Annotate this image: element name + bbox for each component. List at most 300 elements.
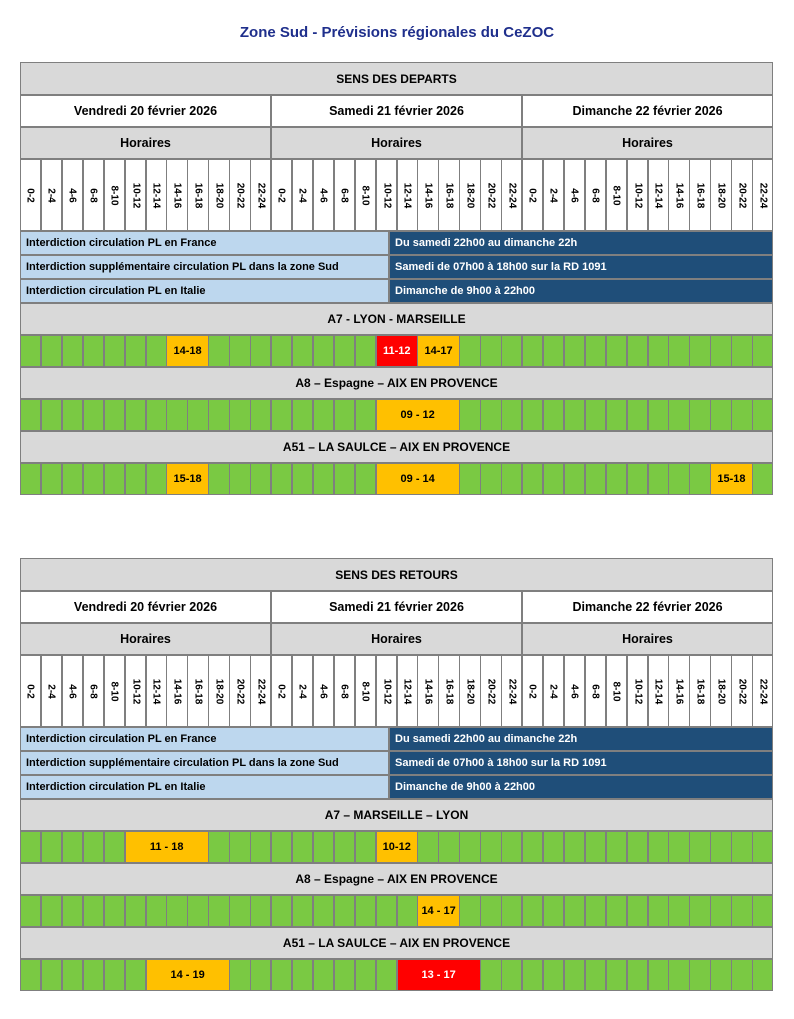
- time-slot-text: 10-12: [380, 678, 392, 704]
- days-row: [20, 95, 773, 127]
- traffic-cell-fluide: [376, 895, 397, 927]
- time-slot-label: [606, 655, 627, 727]
- traffic-cell-fluide: [752, 335, 773, 367]
- time-slot-text: 18-20: [715, 678, 727, 704]
- traffic-cell-fluide: [689, 959, 710, 991]
- traffic-cell-fluide: [689, 399, 710, 431]
- traffic-cell-fluide: [292, 959, 313, 991]
- traffic-cell-fluide: [585, 959, 606, 991]
- traffic-cell-fluide: [627, 399, 648, 431]
- time-slot-label: [627, 159, 648, 231]
- traffic-segment-difficile: 14 - 17: [417, 895, 459, 927]
- traffic-cell-fluide: [648, 831, 669, 863]
- traffic-bar-row: [20, 463, 773, 495]
- traffic-bar-row: [20, 399, 773, 431]
- traffic-cell-fluide: [62, 895, 83, 927]
- section-header-row: [20, 558, 773, 591]
- traffic-cell-fluide: [20, 895, 41, 927]
- time-slot-label: [166, 655, 187, 727]
- time-slot-label: [292, 159, 313, 231]
- traffic-cell-fluide: [41, 335, 62, 367]
- time-slot-label: [522, 159, 543, 231]
- time-slot-label: [208, 655, 229, 727]
- time-slot-label: [585, 655, 606, 727]
- traffic-cell-fluide: [522, 463, 543, 495]
- time-slot-label: [606, 159, 627, 231]
- traffic-cell-fluide: [585, 335, 606, 367]
- traffic-segment-difficile: 09 - 14: [376, 463, 460, 495]
- day-header: Vendredi 20 février 2026: [20, 591, 271, 623]
- traffic-cell-fluide: [710, 335, 731, 367]
- traffic-cell-fluide: [543, 895, 564, 927]
- time-slot-text: 14-16: [171, 678, 183, 704]
- time-slot-label: [710, 655, 731, 727]
- time-slot-text: 14-16: [422, 182, 434, 208]
- traffic-cell-fluide: [752, 463, 773, 495]
- time-slot-label: [62, 655, 83, 727]
- time-slot-label: [543, 655, 564, 727]
- restriction-label: Interdiction circulation PL en France: [20, 231, 389, 255]
- time-slot-label: [627, 655, 648, 727]
- traffic-cell-fluide: [83, 399, 104, 431]
- route-name: A7 - LYON - MARSEILLE: [20, 303, 773, 335]
- restriction-detail: Samedi de 07h00 à 18h00 sur la RD 1091: [389, 751, 773, 775]
- time-slot-label: [104, 655, 125, 727]
- time-slot-text: 6-8: [87, 683, 99, 699]
- traffic-cell-fluide: [564, 959, 585, 991]
- traffic-cell-fluide: [104, 335, 125, 367]
- time-slot-label: [355, 159, 376, 231]
- traffic-cell-fluide: [564, 335, 585, 367]
- route-name-row: [20, 303, 773, 335]
- time-slot-label: [480, 159, 501, 231]
- time-slot-text: 8-10: [359, 184, 371, 206]
- time-slot-text: 4-6: [318, 683, 330, 699]
- traffic-cell-fluide: [627, 895, 648, 927]
- traffic-cell-fluide: [62, 959, 83, 991]
- traffic-cell-fluide: [731, 831, 752, 863]
- traffic-cell-fluide: [313, 895, 334, 927]
- route-name-row: [20, 799, 773, 831]
- day-header: Dimanche 22 février 2026: [522, 591, 773, 623]
- time-slot-label: [355, 655, 376, 727]
- traffic-cell-fluide: [459, 399, 480, 431]
- time-slot-text: 0-2: [527, 683, 539, 699]
- time-slots-row: [20, 655, 773, 727]
- traffic-segment-tres-difficile: 13 - 17: [397, 959, 481, 991]
- traffic-cell-fluide: [146, 895, 167, 927]
- restriction-label: Interdiction supplémentaire circulation PL dans la zone Sud: [20, 751, 389, 775]
- traffic-cell-fluide: [250, 831, 271, 863]
- traffic-cell-fluide: [104, 895, 125, 927]
- traffic-cell-fluide: [606, 831, 627, 863]
- time-slot-text: 16-18: [443, 678, 455, 704]
- time-slot-label: [752, 655, 773, 727]
- traffic-cell-fluide: [41, 399, 62, 431]
- restriction-label: Interdiction circulation PL en France: [20, 727, 389, 751]
- traffic-cell-fluide: [334, 399, 355, 431]
- traffic-cell-fluide: [543, 399, 564, 431]
- time-slot-label: [104, 159, 125, 231]
- time-slot-text: 20-22: [234, 678, 246, 704]
- time-slot-text: 12-14: [150, 678, 162, 704]
- time-slot-text: 6-8: [338, 683, 350, 699]
- traffic-cell-fluide: [334, 831, 355, 863]
- traffic-cell-fluide: [104, 959, 125, 991]
- time-slot-label: [376, 655, 397, 727]
- traffic-cell-fluide: [292, 895, 313, 927]
- section-heading: SENS DES RETOURS: [20, 558, 773, 591]
- traffic-cell-fluide: [20, 399, 41, 431]
- time-slot-text: 20-22: [485, 182, 497, 208]
- time-slot-text: 12-14: [652, 182, 664, 208]
- time-slot-text: 2-4: [548, 187, 560, 203]
- time-slot-label: [146, 159, 167, 231]
- traffic-bar-row: [20, 959, 773, 991]
- time-slot-label: [417, 655, 438, 727]
- time-slot-label: [62, 159, 83, 231]
- time-slot-text: 2-4: [297, 187, 309, 203]
- traffic-cell-fluide: [313, 959, 334, 991]
- traffic-cell-fluide: [355, 895, 376, 927]
- time-slot-text: 8-10: [610, 680, 622, 702]
- time-slot-label: [271, 159, 292, 231]
- restriction-row: [20, 727, 773, 751]
- traffic-cell-fluide: [83, 463, 104, 495]
- traffic-cell-fluide: [250, 895, 271, 927]
- horaires-label: Horaires: [271, 127, 522, 159]
- traffic-cell-fluide: [166, 895, 187, 927]
- time-slot-text: 10-12: [631, 182, 643, 208]
- traffic-cell-fluide: [606, 335, 627, 367]
- time-slot-label: [250, 655, 271, 727]
- traffic-cell-fluide: [543, 959, 564, 991]
- traffic-cell-fluide: [459, 335, 480, 367]
- traffic-cell-fluide: [543, 463, 564, 495]
- time-slot-label: [710, 159, 731, 231]
- time-slot-label: [648, 159, 669, 231]
- traffic-cell-fluide: [334, 895, 355, 927]
- time-slot-text: 14-16: [171, 182, 183, 208]
- time-slot-text: 0-2: [527, 187, 539, 203]
- time-slot-text: 16-18: [192, 182, 204, 208]
- time-slot-text: 0-2: [25, 187, 37, 203]
- time-slot-label: [187, 159, 208, 231]
- time-slot-label: [313, 159, 334, 231]
- restriction-label: Interdiction circulation PL en Italie: [20, 279, 389, 303]
- route-name: A8 – Espagne – AIX EN PROVENCE: [20, 863, 773, 895]
- time-slot-text: 8-10: [108, 184, 120, 206]
- traffic-cell-fluide: [522, 335, 543, 367]
- traffic-cell-fluide: [166, 399, 187, 431]
- traffic-cell-fluide: [731, 335, 752, 367]
- time-slot-text: 2-4: [46, 683, 58, 699]
- time-slot-label: [438, 159, 459, 231]
- route-name: A51 – LA SAULCE – AIX EN PROVENCE: [20, 927, 773, 959]
- traffic-cell-fluide: [208, 895, 229, 927]
- traffic-cell-fluide: [271, 463, 292, 495]
- time-slot-label: [397, 655, 418, 727]
- restriction-row: [20, 775, 773, 799]
- traffic-cell-fluide: [292, 399, 313, 431]
- traffic-cell-fluide: [41, 959, 62, 991]
- time-slot-text: 18-20: [213, 678, 225, 704]
- traffic-segment-tres-difficile: 11-12: [376, 335, 418, 367]
- traffic-cell-fluide: [229, 335, 250, 367]
- traffic-cell-fluide: [125, 895, 146, 927]
- traffic-cell-fluide: [501, 831, 522, 863]
- time-slot-text: 12-14: [150, 182, 162, 208]
- traffic-cell-fluide: [585, 399, 606, 431]
- time-slot-text: 12-14: [401, 182, 413, 208]
- traffic-cell-fluide: [752, 959, 773, 991]
- traffic-cell-fluide: [752, 831, 773, 863]
- time-slot-text: 14-16: [673, 678, 685, 704]
- traffic-cell-fluide: [292, 463, 313, 495]
- traffic-cell-fluide: [62, 463, 83, 495]
- traffic-cell-fluide: [543, 831, 564, 863]
- time-slot-label: [376, 159, 397, 231]
- route-name-row: [20, 367, 773, 399]
- time-slot-text: 10-12: [631, 678, 643, 704]
- time-slot-text: 22-24: [255, 182, 267, 208]
- time-slot-text: 10-12: [380, 182, 392, 208]
- time-slot-label: [334, 159, 355, 231]
- traffic-cell-fluide: [208, 831, 229, 863]
- traffic-cell-fluide: [355, 463, 376, 495]
- traffic-cell-fluide: [501, 335, 522, 367]
- traffic-cell-fluide: [689, 895, 710, 927]
- restriction-row: [20, 255, 773, 279]
- traffic-cell-fluide: [501, 399, 522, 431]
- time-slot-text: 16-18: [443, 182, 455, 208]
- traffic-cell-fluide: [271, 335, 292, 367]
- traffic-cell-fluide: [752, 895, 773, 927]
- traffic-cell-fluide: [250, 399, 271, 431]
- route-name: A8 – Espagne – AIX EN PROVENCE: [20, 367, 773, 399]
- traffic-cell-fluide: [480, 959, 501, 991]
- traffic-cell-fluide: [564, 463, 585, 495]
- traffic-cell-fluide: [125, 463, 146, 495]
- traffic-cell-fluide: [397, 895, 418, 927]
- traffic-cell-fluide: [459, 895, 480, 927]
- time-slot-text: 18-20: [464, 678, 476, 704]
- time-slot-text: 22-24: [757, 678, 769, 704]
- time-slot-label: [229, 159, 250, 231]
- traffic-cell-fluide: [83, 335, 104, 367]
- time-slot-label: [731, 655, 752, 727]
- traffic-cell-fluide: [564, 895, 585, 927]
- traffic-segment-difficile: 11 - 18: [125, 831, 209, 863]
- time-slot-text: 20-22: [234, 182, 246, 208]
- traffic-cell-fluide: [522, 831, 543, 863]
- traffic-segment-difficile: 14-17: [417, 335, 459, 367]
- traffic-cell-fluide: [20, 831, 41, 863]
- traffic-cell-fluide: [104, 463, 125, 495]
- restriction-row: [20, 279, 773, 303]
- time-slot-label: [585, 159, 606, 231]
- time-slot-text: 4-6: [569, 683, 581, 699]
- time-slot-label: [459, 159, 480, 231]
- traffic-cell-fluide: [689, 335, 710, 367]
- traffic-cell-fluide: [668, 399, 689, 431]
- traffic-cell-fluide: [459, 831, 480, 863]
- traffic-cell-fluide: [355, 335, 376, 367]
- traffic-cell-fluide: [689, 463, 710, 495]
- horaires-label: Horaires: [271, 623, 522, 655]
- time-slot-label: [543, 159, 564, 231]
- traffic-cell-fluide: [229, 959, 250, 991]
- traffic-cell-fluide: [480, 831, 501, 863]
- horaires-label: Horaires: [20, 127, 271, 159]
- section-heading: SENS DES DEPARTS: [20, 62, 773, 95]
- time-slot-text: 20-22: [736, 182, 748, 208]
- traffic-cell-fluide: [313, 399, 334, 431]
- traffic-cell-fluide: [417, 831, 438, 863]
- traffic-cell-fluide: [62, 399, 83, 431]
- day-header: Samedi 21 février 2026: [271, 95, 522, 127]
- restriction-detail: Du samedi 22h00 au dimanche 22h: [389, 727, 773, 751]
- time-slot-text: 22-24: [506, 678, 518, 704]
- restriction-row: [20, 751, 773, 775]
- traffic-cell-fluide: [668, 895, 689, 927]
- traffic-cell-fluide: [585, 895, 606, 927]
- traffic-cell-fluide: [564, 831, 585, 863]
- traffic-cell-fluide: [146, 335, 167, 367]
- traffic-cell-fluide: [41, 463, 62, 495]
- time-slots-row: [20, 159, 773, 231]
- traffic-cell-fluide: [668, 463, 689, 495]
- traffic-cell-fluide: [522, 399, 543, 431]
- time-slot-text: 22-24: [757, 182, 769, 208]
- traffic-cell-fluide: [62, 831, 83, 863]
- page-title: Zone Sud - Prévisions régionales du CeZOC: [239, 24, 555, 41]
- time-slot-label: [41, 655, 62, 727]
- time-slot-text: 18-20: [464, 182, 476, 208]
- traffic-cell-fluide: [355, 959, 376, 991]
- traffic-cell-fluide: [480, 335, 501, 367]
- traffic-cell-fluide: [668, 335, 689, 367]
- traffic-cell-fluide: [250, 959, 271, 991]
- traffic-cell-fluide: [627, 335, 648, 367]
- time-slot-text: 14-16: [422, 678, 434, 704]
- traffic-cell-fluide: [627, 831, 648, 863]
- time-slot-label: [83, 159, 104, 231]
- traffic-cell-fluide: [459, 463, 480, 495]
- traffic-cell-fluide: [187, 895, 208, 927]
- traffic-cell-fluide: [710, 959, 731, 991]
- time-slot-text: 0-2: [276, 683, 288, 699]
- time-slot-text: 18-20: [715, 182, 727, 208]
- traffic-cell-fluide: [20, 335, 41, 367]
- traffic-cell-fluide: [41, 831, 62, 863]
- traffic-cell-fluide: [522, 959, 543, 991]
- time-slot-text: 12-14: [652, 678, 664, 704]
- traffic-segment-difficile: 09 - 12: [376, 399, 460, 431]
- time-slot-label: [522, 655, 543, 727]
- traffic-cell-fluide: [627, 959, 648, 991]
- time-slot-label: [564, 655, 585, 727]
- horaires-label: Horaires: [522, 623, 773, 655]
- time-slot-text: 22-24: [506, 182, 518, 208]
- time-slot-label: [250, 159, 271, 231]
- traffic-cell-fluide: [689, 831, 710, 863]
- time-slot-text: 8-10: [610, 184, 622, 206]
- time-slot-label: [459, 655, 480, 727]
- time-slot-text: 0-2: [276, 187, 288, 203]
- section-header-row: [20, 62, 773, 95]
- traffic-cell-fluide: [229, 895, 250, 927]
- traffic-cell-fluide: [480, 399, 501, 431]
- time-slot-label: [83, 655, 104, 727]
- traffic-cell-fluide: [125, 335, 146, 367]
- time-slot-text: 4-6: [318, 187, 330, 203]
- traffic-cell-fluide: [313, 831, 334, 863]
- time-slot-label: [480, 655, 501, 727]
- traffic-cell-fluide: [355, 831, 376, 863]
- traffic-segment-difficile: 14-18: [166, 335, 208, 367]
- time-slot-text: 22-24: [255, 678, 267, 704]
- traffic-cell-fluide: [83, 959, 104, 991]
- traffic-cell-fluide: [564, 399, 585, 431]
- traffic-cell-fluide: [648, 399, 669, 431]
- traffic-cell-fluide: [585, 463, 606, 495]
- traffic-cell-fluide: [648, 959, 669, 991]
- time-slot-text: 18-20: [213, 182, 225, 208]
- traffic-cell-fluide: [710, 895, 731, 927]
- traffic-cell-fluide: [20, 959, 41, 991]
- time-slot-text: 8-10: [108, 680, 120, 702]
- time-slot-label: [564, 159, 585, 231]
- traffic-cell-fluide: [334, 463, 355, 495]
- traffic-cell-fluide: [501, 959, 522, 991]
- traffic-cell-fluide: [250, 335, 271, 367]
- time-slot-label: [689, 655, 710, 727]
- day-header: Samedi 21 février 2026: [271, 591, 522, 623]
- time-slot-text: 2-4: [297, 683, 309, 699]
- traffic-bar-row: [20, 335, 773, 367]
- time-slot-text: 0-2: [25, 683, 37, 699]
- traffic-cell-fluide: [271, 399, 292, 431]
- route-name: A7 – MARSEILLE – LYON: [20, 799, 773, 831]
- traffic-cell-fluide: [313, 335, 334, 367]
- traffic-cell-fluide: [208, 399, 229, 431]
- traffic-segment-difficile: 14 - 19: [146, 959, 230, 991]
- traffic-segment-difficile: 15-18: [166, 463, 208, 495]
- time-slot-label: [501, 655, 522, 727]
- time-slot-label: [292, 655, 313, 727]
- traffic-cell-fluide: [83, 831, 104, 863]
- traffic-cell-fluide: [229, 399, 250, 431]
- traffic-cell-fluide: [104, 399, 125, 431]
- traffic-cell-fluide: [146, 399, 167, 431]
- time-slot-label: [41, 159, 62, 231]
- time-slot-text: 16-18: [694, 678, 706, 704]
- traffic-cell-fluide: [606, 959, 627, 991]
- time-slot-text: 4-6: [67, 187, 79, 203]
- traffic-cell-fluide: [250, 463, 271, 495]
- traffic-cell-fluide: [480, 463, 501, 495]
- time-slot-label: [648, 655, 669, 727]
- traffic-cell-fluide: [731, 399, 752, 431]
- traffic-cell-fluide: [334, 335, 355, 367]
- time-slot-label: [731, 159, 752, 231]
- traffic-cell-fluide: [229, 463, 250, 495]
- traffic-cell-fluide: [710, 831, 731, 863]
- time-slot-label: [689, 159, 710, 231]
- restriction-detail: Dimanche de 9h00 à 22h00: [389, 775, 773, 799]
- traffic-segment-difficile: 15-18: [710, 463, 752, 495]
